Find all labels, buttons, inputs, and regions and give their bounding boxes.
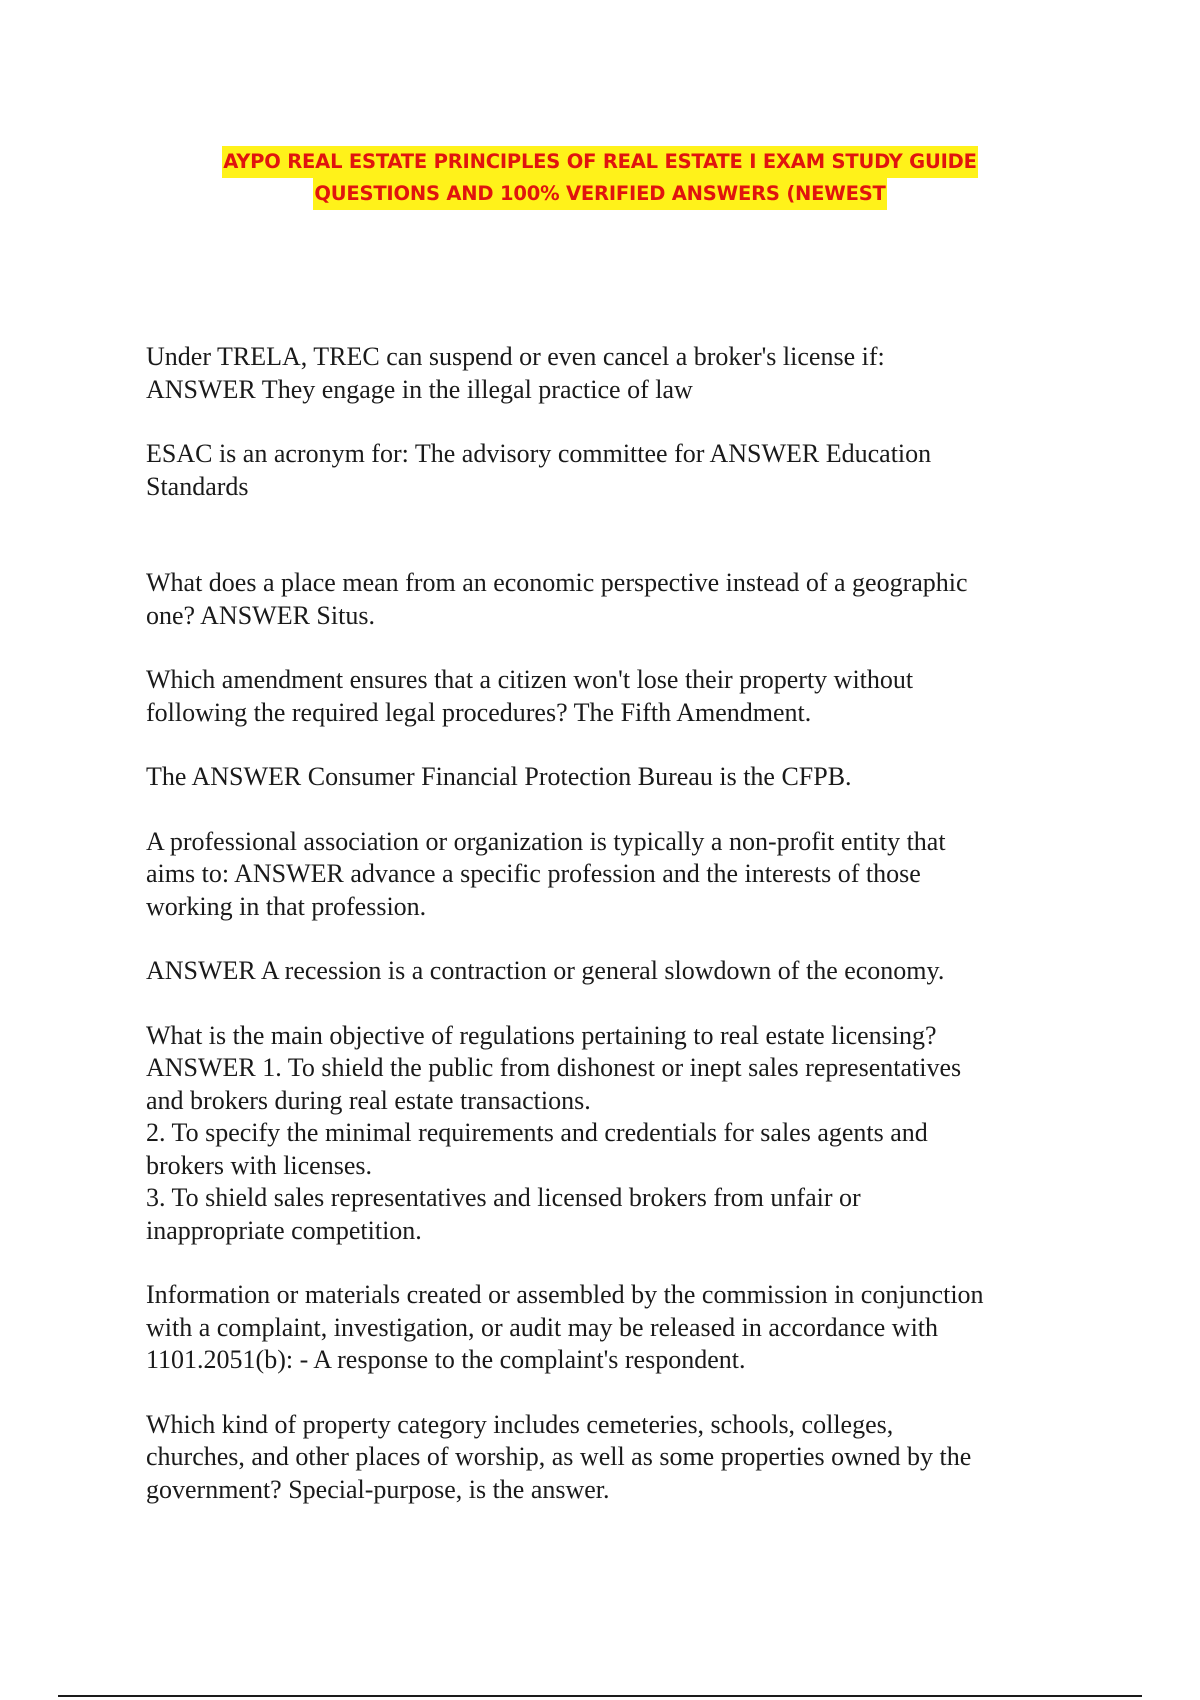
qa-entry-5 [146, 761, 1076, 794]
text-line: ANSWER They engage in the illegal practice of law [146, 374, 693, 404]
text-line: and brokers during real estate transactions. [146, 1085, 591, 1115]
qa-entry-1 [146, 341, 1076, 406]
title-line-2: QUESTIONS AND 100% VERIFIED ANSWERS (NEWEST [313, 178, 886, 210]
text-line: following the required legal procedures? The Fifth Amendment. [146, 697, 812, 727]
text-line: Under TRELA, TREC can suspend or even cancel a broker's license if: [146, 342, 885, 371]
text-line: one? ANSWER Situs. [146, 600, 375, 630]
text-line: ANSWER 1. To shield the public from dishonest or inept sales representatives [146, 1053, 962, 1082]
text-line: What does a place mean from an economic perspective instead of a geographic [146, 568, 968, 597]
text-line: The ANSWER Consumer Financial Protection Bureau is the CFPB. [146, 762, 852, 791]
qa-list [146, 341, 1076, 1506]
qa-entry-4 [146, 664, 1076, 729]
text-line: Which amendment ensures that a citizen won't lose their property without [146, 665, 914, 694]
qa-entry-6 [146, 826, 1076, 924]
qa-entry-8 [146, 1020, 1076, 1248]
text-line: Standards [146, 471, 249, 501]
text-line: churches, and other places of worship, as well as some properties owned by the [146, 1442, 972, 1471]
text-line: ESAC is an acronym for: The advisory committee for ANSWER Education [146, 439, 932, 468]
text-line: with a complaint, investigation, or audit may be released in accordance with [146, 1312, 939, 1342]
qa-entry-2 [146, 438, 1076, 503]
text-line: Which kind of property category includes cemeteries, schools, colleges, [146, 1409, 894, 1439]
title-line-1: AYPO REAL ESTATE PRINCIPLES OF REAL ESTATE I EXAM STUDY GUIDE [222, 146, 978, 178]
qa-entry-3 [146, 567, 1076, 632]
text-line: brokers with licenses. [146, 1150, 373, 1180]
text-line: 1101.2051(b): - A response to the complaint's respondent. [146, 1345, 746, 1374]
text-line: inappropriate competition. [146, 1215, 422, 1245]
text-line: 3. To shield sales representatives and licensed brokers from unfair or [146, 1183, 861, 1212]
text-line: 2. To specify the minimal requirements and credentials for sales agents and [146, 1118, 928, 1147]
text-line: What is the main objective of regulations pertaining to real estate licensing? [146, 1020, 937, 1050]
qa-entry-10 [146, 1409, 1076, 1507]
text-line: ANSWER A recession is a contraction or general slowdown of the economy. [146, 956, 945, 985]
document-title [0, 146, 1200, 210]
qa-entry-9 [146, 1279, 1076, 1377]
text-line: aims to: ANSWER advance a specific profession and the interests of those [146, 859, 921, 888]
text-line: Information or materials created or assembled by the commission in conjunction [146, 1280, 984, 1309]
qa-entry-7 [146, 955, 1076, 988]
text-line: A professional association or organization is typically a non-profit entity that [146, 826, 946, 856]
text-line: government? Special-purpose, is the answer. [146, 1474, 610, 1504]
page-bottom-rule [58, 1695, 1142, 1697]
text-line: working in that profession. [146, 891, 427, 921]
